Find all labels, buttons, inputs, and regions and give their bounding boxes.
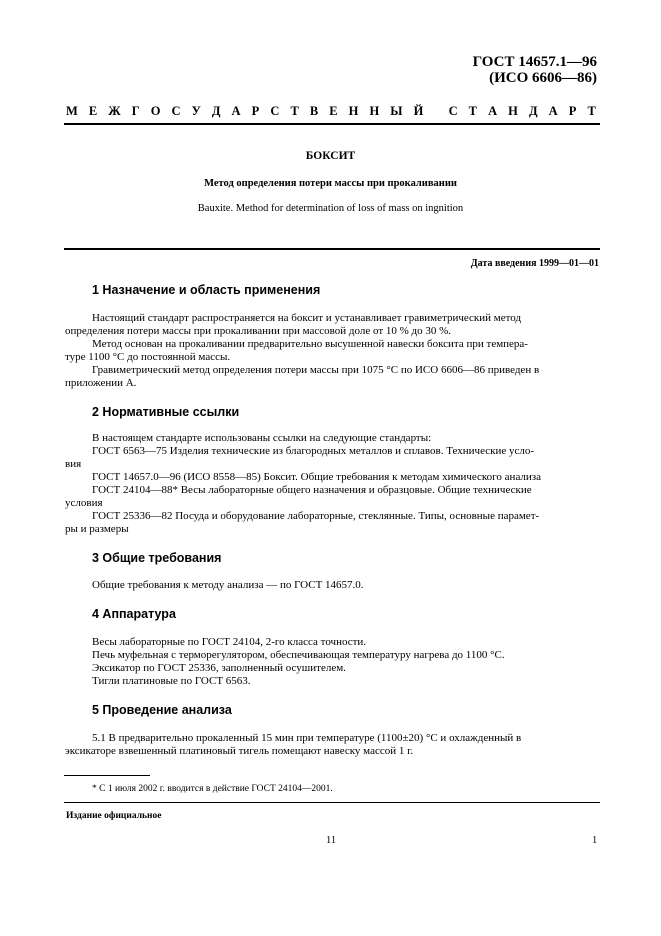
section-1-line: туре 1100 °С до постоянной массы. xyxy=(65,351,231,363)
section-2-line: ГОСТ 14657.0—96 (ИСО 8558—85) Боксит. Общие требования к методам химического анализа xyxy=(92,471,542,483)
section-2-line: ГОСТ 25336—82 Посуда и оборудование лабораторные, стеклянные. Типы, основные парамет- xyxy=(92,510,540,522)
section-4-line: Эксикатор по ГОСТ 25336, заполненный осушителем. xyxy=(92,662,346,674)
section-1-line: Настоящий стандарт распространяется на боксит и устанавливает гравиметрический метод xyxy=(92,312,522,324)
section-heading-3: 3 Общие требования xyxy=(92,551,222,565)
banner-letter: С xyxy=(171,104,181,118)
banner-letter: Е xyxy=(329,104,338,118)
section-5-line: 5.1 В предварительно прокаленный 15 мин при температуре (1100±20) °С и охлажденный в xyxy=(92,732,522,744)
title-rule xyxy=(64,248,600,250)
page-number-right: 1 xyxy=(592,835,598,846)
banner-letter: С xyxy=(270,104,280,118)
document-subtitle: Метод определения потери массы при прокаливании xyxy=(204,178,457,189)
gost-number: ГОСТ 14657.1—96 xyxy=(472,54,597,70)
footer-rule xyxy=(64,802,600,803)
edition-label: Издание официальное xyxy=(66,811,162,821)
section-4-line: Печь муфельная с терморегулятором, обеспечивающая температуру нагрева до 1100 °С. xyxy=(92,649,505,661)
section-5-line: эксикаторе взвешенный платиновый тигель помещают навеску массой 1 г. xyxy=(65,745,414,757)
document-title: БОКСИТ xyxy=(305,150,356,162)
document-title-english: Bauxite. Method for determination of loss of mass on ingnition xyxy=(197,203,464,214)
banner-letter: Д xyxy=(211,104,221,118)
banner-letter: А xyxy=(548,104,558,118)
interstate-standard-banner xyxy=(66,104,596,119)
banner-letter: Р xyxy=(568,104,577,118)
section-heading-5: 5 Проведение анализа xyxy=(92,703,232,717)
section-2-line: ГОСТ 6563—75 Изделия технические из благородных металлов и сплавов. Технические усло- xyxy=(92,445,535,457)
section-1-line: приложении А. xyxy=(65,377,137,389)
banner-letter: Н xyxy=(508,104,518,118)
banner-letter: Т xyxy=(468,104,478,118)
section-heading-2: 2 Нормативные ссылки xyxy=(92,405,240,419)
banner-letter: Н xyxy=(369,104,380,118)
section-2-line: В настоящем стандарте использованы ссылки на следующие стандарты: xyxy=(92,432,432,444)
footnote: * С 1 июля 2002 г. вводится в действие ГОСТ 24104—2001. xyxy=(92,784,333,794)
banner-letter: Р xyxy=(251,104,260,118)
section-1-line: Метод основан на прокаливании предварительно высушенной навески боксита при темпера- xyxy=(92,338,528,350)
section-4-line: Тигли платиновые по ГОСТ 6563. xyxy=(92,675,251,687)
banner-letter: В xyxy=(309,104,319,118)
section-2-line: вия xyxy=(65,458,82,470)
banner-letter: О xyxy=(150,104,161,118)
banner-letter xyxy=(434,104,437,119)
banner-letter: У xyxy=(191,104,201,118)
iso-number: (ИСО 6606—86) xyxy=(489,70,597,86)
section-4-line: Весы лабораторные по ГОСТ 24104, 2-го класса точности. xyxy=(92,636,367,648)
introduction-date: Дата введения 1999—01—01 xyxy=(470,258,599,269)
top-rule xyxy=(64,123,600,125)
banner-letter: Н xyxy=(348,104,359,118)
banner-letter: Й xyxy=(413,104,424,118)
banner-letter: Т xyxy=(290,104,299,118)
section-2-line: ГОСТ 24104—88* Весы лабораторные общего назначения и образцовые. Общие технические xyxy=(92,484,532,496)
banner-letter: Е xyxy=(88,104,98,118)
section-2-line: условия xyxy=(65,497,103,509)
section-2-line: ры и размеры xyxy=(65,523,129,535)
banner-letter: Д xyxy=(528,104,538,118)
banner-letter: А xyxy=(488,104,498,118)
page-number-center: 11 xyxy=(326,835,337,846)
section-1-line: определения потери массы при прокаливании при массовой доле от 10 % до 30 %. xyxy=(65,325,452,337)
banner-letter: М xyxy=(66,104,78,118)
banner-letter: А xyxy=(231,104,241,118)
footnote-rule xyxy=(64,775,150,776)
section-3-line: Общие требования к методу анализа — по ГОСТ 14657.0. xyxy=(92,579,364,591)
section-heading-4: 4 Аппаратура xyxy=(92,607,176,621)
banner-letter: Т xyxy=(587,104,596,118)
banner-letter: С xyxy=(448,104,458,118)
section-heading-1: 1 Назначение и область применения xyxy=(92,283,321,297)
banner-letter: Ы xyxy=(390,104,403,118)
banner-letter: Г xyxy=(131,104,140,118)
banner-letter: Ж xyxy=(108,104,121,118)
section-1-line: Гравиметрический метод определения потери массы при 1075 °С по ИСО 6606—86 приведен в xyxy=(92,364,540,376)
